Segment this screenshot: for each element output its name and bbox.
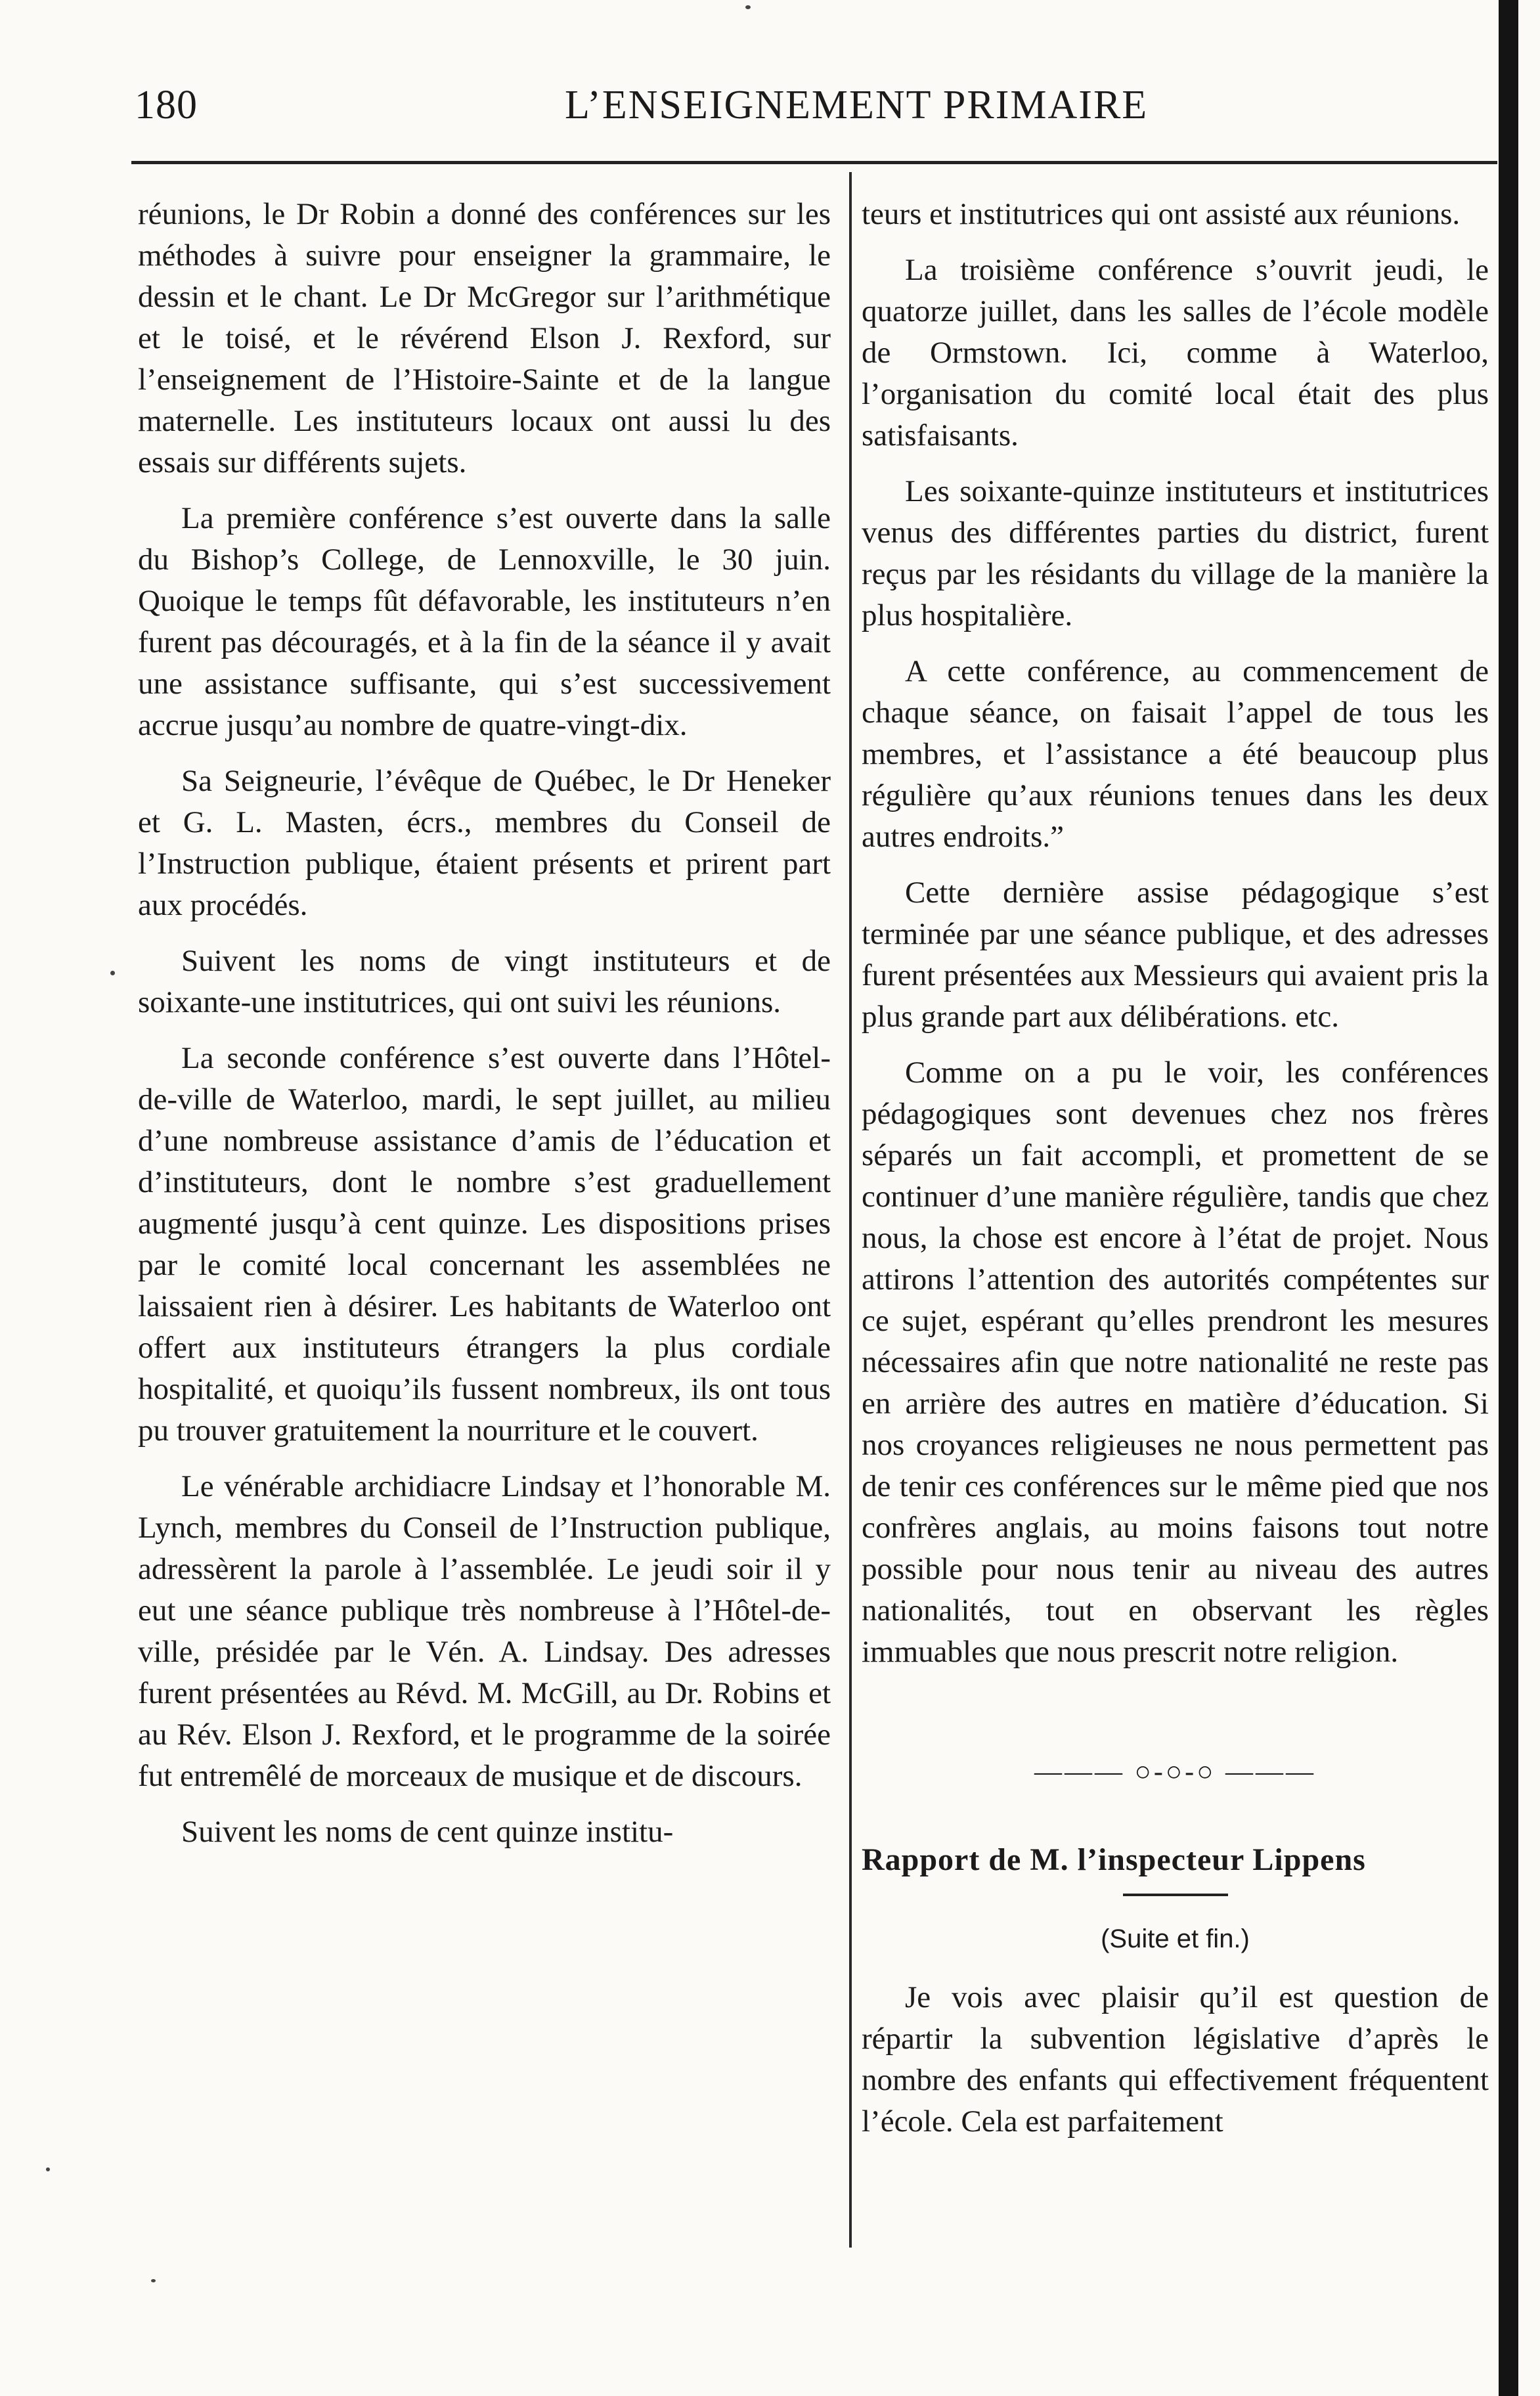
- paragraph: A cette conférence, au commencement de chaque séance, on faisait l’appel de tous les membres, et l’assistance a été beaucoup plus régulière qu’aux réunions tenues dans les deux autres endroits.”: [862, 654, 1489, 854]
- paragraph: La première conférence s’est ouverte dans la salle du Bishop’s College, de Lennoxville, le 30 juin. Quoique le temps fût défavorable, les instituteurs n’en furent pas découragés, et à la fin de la séance il y avait une assistance suffisante, qui s’est successivement accrue jusqu’au nombre de quatre-vingt-dix.: [138, 501, 831, 742]
- paragraph: Sa Seigneurie, l’évêque de Québec, le Dr Heneker et G. L. Masten, écrs., membres du Conseil de l’Instruction publique, étaient présents et prirent part aux procédés.: [138, 764, 831, 922]
- paragraph: teurs et institutrices qui ont assisté aux réunions.: [862, 197, 1461, 231]
- article-title: Rapport de M. l’inspecteur Lippens: [862, 1842, 1366, 1877]
- paragraph: Suivent les noms de cent quinze institu-: [181, 1815, 674, 1849]
- running-head: L’ENSEIGNEMENT PRIMAIRE: [565, 83, 1149, 127]
- title-rule: [1123, 1894, 1228, 1896]
- section-ornament: ——— ○-○-○ ———: [1034, 1757, 1317, 1787]
- print-speck: [745, 5, 751, 9]
- print-speck: [46, 2167, 50, 2171]
- header-rule: [131, 161, 1497, 164]
- paragraph: Cette dernière assise pédagogique s’est terminée par une séance publique, et des adresses furent présentées aux Messieurs qui avaient pris la plus grande part aux délibérations. etc.: [862, 876, 1489, 1034]
- paragraph: Suivent les noms de vingt instituteurs et de soixante-une institutrices, qui ont suivi les réunions.: [138, 944, 831, 1019]
- page-edge-bar: [1499, 0, 1518, 2396]
- paragraph: Les soixante-quinze instituteurs et institutrices venus des différentes parties du district, furent reçus par les résidants du village de la manière la plus hospitalière.: [862, 474, 1489, 632]
- right-column: [862, 194, 1489, 2157]
- left-column: [138, 194, 831, 1867]
- paragraph: La troisième conférence s’ouvrit jeudi, le quatorze juillet, dans les salles de l’école modèle de Ormstown. Ici, comme à Waterloo, l’organisation du comité local était des plus satisfaisants.: [862, 253, 1489, 453]
- article-subtitle: (Suite et fin.): [1101, 1924, 1250, 1953]
- paragraph: Je vois avec plaisir qu’il est question de répartir la subvention législative d’après le nombre des enfants qui effectivement fréquentent l’école. Cela est parfaitement: [862, 1980, 1489, 2139]
- print-speck: [151, 2279, 156, 2282]
- print-speck: [110, 971, 115, 975]
- page-number: 180: [135, 83, 198, 127]
- paragraph: La seconde conférence s’est ouverte dans l’Hôtel-de-ville de Waterloo, mardi, le sept juillet, au milieu d’une nombreuse assistance d’amis de l’éducation et d’instituteurs, dont le nombre s’est graduellement augmenté jusqu’à cent quinze. Les dispositions prises par le comité local concernant les assemblées ne laissaient rien à désirer. Les habitants de Waterloo ont offert aux instituteurs étrangers la plus cordiale hospitalité, et quoiqu’ils fussent nombreux, ils ont tous pu trouver gratuitement la nourriture et le couvert.: [138, 1041, 831, 1448]
- paragraph: réunions, le Dr Robin a donné des conférences sur les méthodes à suivre pour enseigner la grammaire, le dessin et le chant. Le Dr McGregor sur l’arithmétique et le toisé, et le révérend Elson J. Rexford, sur l’enseignement de l’Histoire-Sainte et de la langue maternelle. Les instituteurs locaux ont aussi lu des essais sur différents sujets.: [138, 197, 831, 479]
- column-divider: [849, 172, 852, 2248]
- paragraph: Comme on a pu le voir, les conférences pédagogiques sont devenues chez nos frères séparés un fait accompli, et promettent de se continuer d’une manière régulière, tandis que chez nous, la chose est encore à l’état de projet. Nous attirons l’attention des autorités compétentes sur ce sujet, espérant qu’elles prendront les mesures nécessaires afin que notre nationalité ne reste pas en arrière des autres en matière d’éducation. Si nos croyances religieuses ne nous permettent pas de tenir ces conférences sur le même pied que nos confrères anglais, au moins faisons tout notre possible pour nous tenir au niveau des autres nationalités, tout en observant les règles immuables que nous prescrit notre religion.: [862, 1055, 1489, 1669]
- paragraph: Le vénérable archidiacre Lindsay et l’honorable M. Lynch, membres du Conseil de l’Instruction publique, adressèrent la parole à l’assemblée. Le jeudi soir il y eut une séance publique très nombreuse à l’Hôtel-de-ville, présidée par le Vén. A. Lindsay. Des adresses furent présentées au Révd. M. McGill, au Dr. Robins et au Rév. Elson J. Rexford, et le programme de la soirée fut entremêlé de morceaux de musique et de discours.: [138, 1469, 831, 1793]
